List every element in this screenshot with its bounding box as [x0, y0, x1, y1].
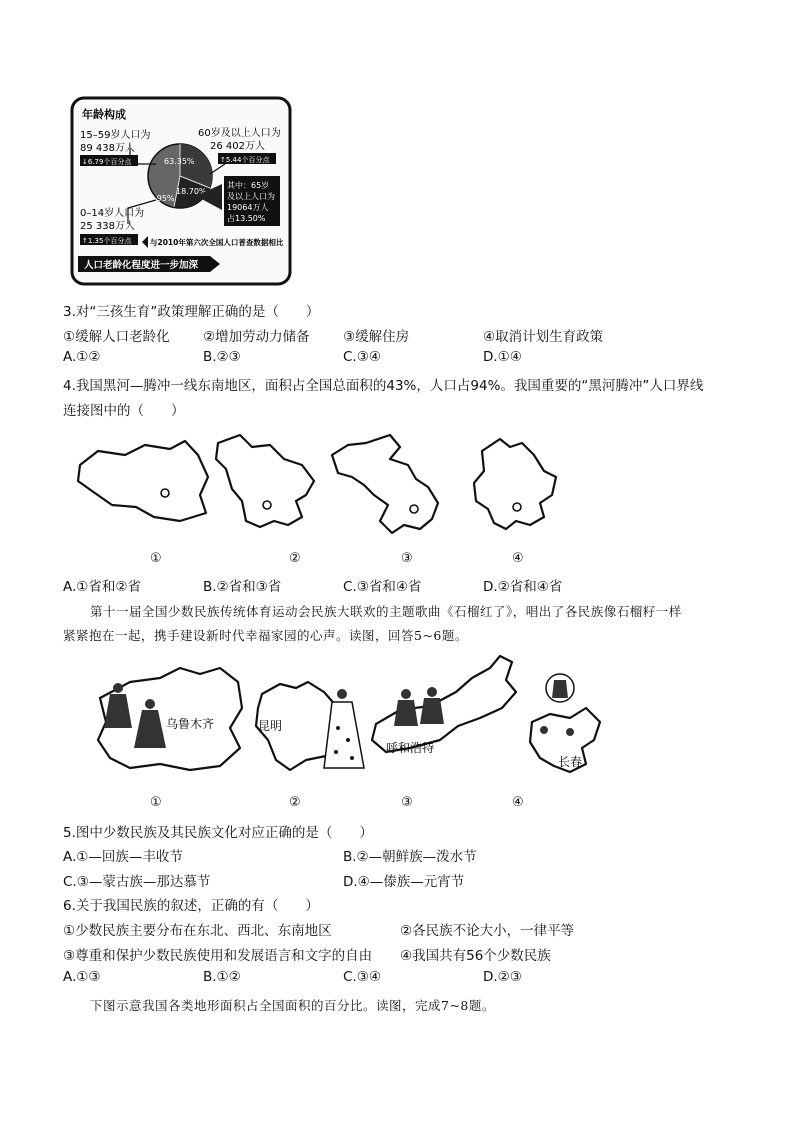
- q6-statement-1: ①少数民族主要分布在东北、西北、东南地区: [63, 923, 332, 939]
- q4-option-a[interactable]: A.①省和②省: [63, 579, 141, 595]
- group3-value: 25 338万人: [80, 221, 135, 232]
- ethnic-maps-figure: [70, 648, 610, 788]
- q5-option-c[interactable]: C.③—蒙古族—那达慕节: [63, 874, 211, 890]
- q5-option-b[interactable]: B.②—朝鲜族—泼水节: [343, 849, 477, 865]
- group3-label: 0–14岁人口为: [80, 208, 145, 219]
- region-number-4: ④: [512, 795, 524, 810]
- province-maps-figure: [70, 425, 600, 545]
- q6-option-a[interactable]: A.①③: [63, 969, 101, 985]
- figure-title: 年龄构成: [82, 108, 126, 121]
- aging-banner: 人口老龄化程度进一步加深: [84, 260, 199, 271]
- sub-pct: 占13.50%: [227, 214, 266, 223]
- province-outlines: [70, 425, 600, 545]
- group3-badge: ↑1.35个百分点: [82, 237, 132, 245]
- compare-note: 与2010年第六次全国人口普查数据相比: [150, 238, 284, 247]
- q3-option-a[interactable]: A.①②: [63, 349, 101, 365]
- map-number-4: ④: [512, 551, 524, 566]
- q3-option-d[interactable]: D.①④: [483, 349, 522, 365]
- q6-statement-4: ④我国共有56个少数民族: [400, 948, 551, 964]
- q3-statement-2: ②增加劳动力储备: [203, 329, 310, 345]
- age-structure-graphic: [70, 96, 292, 286]
- map-number-1: ①: [150, 551, 162, 566]
- q6-stem: 6.关于我国民族的叙述，正确的有（ ）: [63, 898, 319, 914]
- q4-stem-line1: 4.我国黑河—腾冲一线东南地区，面积占全国总面积的43%，人口占94%。我国重要的“黑河腾冲”人口界线: [63, 378, 704, 394]
- intro-5-6-line2: 紧紧抱在一起，携手建设新时代幸福家园的心声。读图，回答5~6题。: [63, 628, 468, 643]
- sub-label-1: 其中：65岁: [227, 181, 270, 190]
- province-map-1: [78, 441, 208, 521]
- q4-option-c[interactable]: C.③省和④省: [343, 579, 422, 595]
- group2-value: 26 402万人: [210, 141, 265, 152]
- map-number-2: ②: [289, 551, 301, 566]
- region-map-3: [372, 656, 516, 752]
- ethnic-region-maps: [70, 648, 610, 788]
- province-map-2: [216, 435, 314, 527]
- q3-statement-1: ①缓解人口老龄化: [63, 329, 170, 345]
- group2-label: 60岁及以上人口为: [198, 128, 281, 139]
- map-number-3: ③: [401, 551, 413, 566]
- q3-option-c[interactable]: C.③④: [343, 349, 381, 365]
- province-map-4: [474, 439, 556, 529]
- q6-option-d[interactable]: D.②③: [483, 969, 522, 985]
- q6-statement-3: ③尊重和保护少数民族使用和发展语言和文字的自由: [63, 948, 373, 964]
- q4-stem-line2: 连接图中的（ ）: [63, 403, 185, 419]
- region-number-2: ②: [289, 795, 301, 810]
- q6-statement-2: ②各民族不论大小，一律平等: [400, 923, 575, 939]
- sub-value: 19064万人: [227, 203, 269, 212]
- q3-stem: 3.对“三孩生育”政策理解正确的是（ ）: [63, 304, 320, 320]
- q4-option-b[interactable]: B.②省和③省: [203, 579, 282, 595]
- region-number-1: ①: [150, 795, 162, 810]
- city-label-3: 呼和浩特: [386, 741, 435, 755]
- group1-value: 89 438万人: [80, 143, 135, 154]
- q5-stem: 5.图中少数民族及其民族文化对应正确的是（ ）: [63, 825, 373, 841]
- group2-badge: ↑5.44个百分点: [220, 156, 270, 164]
- age-structure-figure: [70, 96, 292, 286]
- q3-option-b[interactable]: B.②③: [203, 349, 241, 365]
- q5-option-d[interactable]: D.④—傣族—元宵节: [343, 874, 465, 890]
- province-map-3: [332, 435, 438, 533]
- city-label-1: 乌鲁木齐: [166, 717, 215, 731]
- q3-statement-3: ③缓解住房: [343, 329, 410, 345]
- q3-statement-4: ④取消计划生育政策: [483, 329, 604, 345]
- pie-pct-1: 63.35%: [164, 157, 195, 166]
- intro-7-8: 下图示意我国各类地形面积占全国面积的百分比。读图，完成7~8题。: [90, 998, 495, 1013]
- pie-pct-2: 18.70%: [176, 187, 207, 196]
- q6-option-c[interactable]: C.③④: [343, 969, 381, 985]
- intro-5-6-line1: 第十一届全国少数民族传统体育运动会民族大联欢的主题歌曲《石榴红了》，唱出了各民族像石榴籽一样: [90, 604, 682, 619]
- group1-badge: ↓6.79个百分点: [82, 158, 132, 166]
- q4-option-d[interactable]: D.②省和④省: [483, 579, 563, 595]
- region-number-3: ③: [401, 795, 413, 810]
- pie-pct-3: 17.95%: [144, 194, 175, 203]
- sub-label-2: 及以上人口为: [227, 192, 275, 201]
- group1-label: 15–59岁人口为: [80, 130, 151, 141]
- q6-option-b[interactable]: B.①②: [203, 969, 241, 985]
- q5-option-a[interactable]: A.①—回族—丰收节: [63, 849, 183, 865]
- city-label-2: 昆明: [258, 719, 283, 733]
- city-label-4: 长春: [558, 755, 583, 769]
